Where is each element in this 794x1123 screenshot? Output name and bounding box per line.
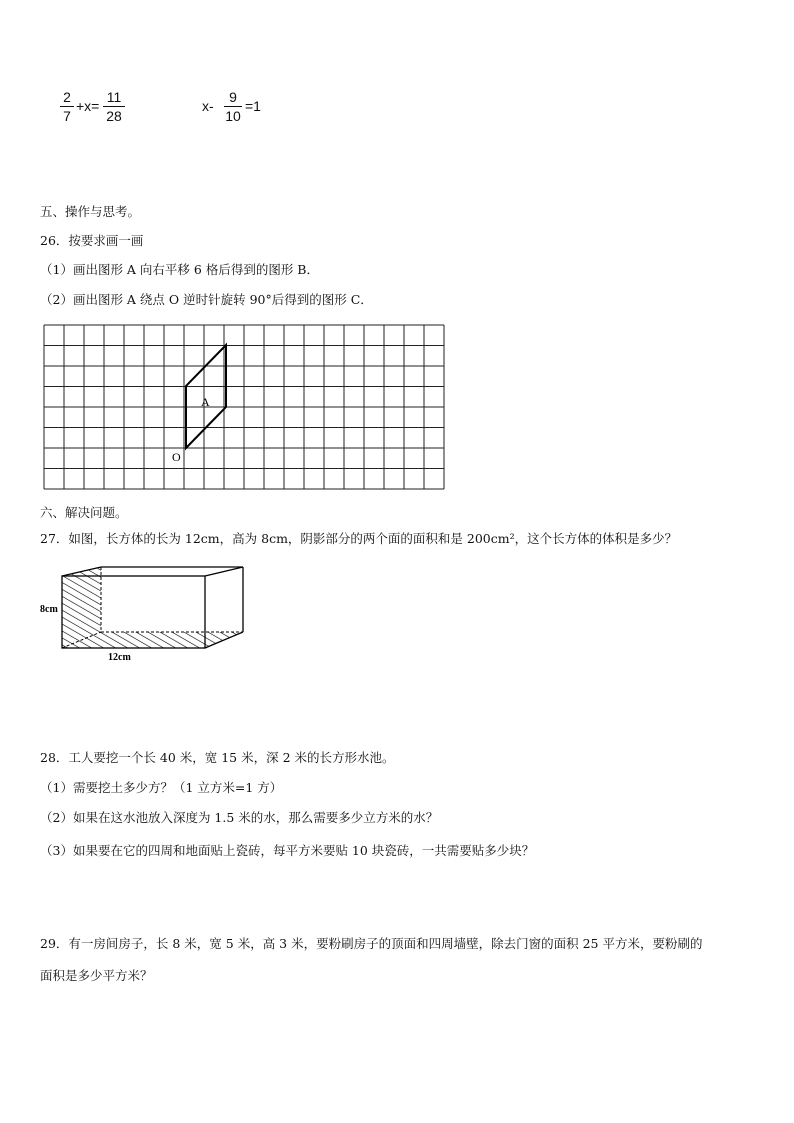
fraction-11-28: [103, 89, 125, 124]
equation-2-prefix: x-: [202, 98, 214, 114]
section-5-heading: 五、操作与思考。: [40, 204, 141, 219]
question-28-title: 28．工人要挖一个长 40 米，宽 15 米，深 2 米的长方形水池。: [40, 750, 395, 765]
numerator: 9: [229, 89, 237, 105]
label-o: O: [172, 450, 181, 464]
grid-figure: [43, 324, 447, 494]
question-29-line-1: 29．有一房间房子，长 8 米，宽 5 米，高 3 米，要粉刷房子的顶面和四周墙壁，除去门窗的面积 25 平方米，要粉刷的: [40, 936, 703, 951]
denominator: 28: [106, 108, 122, 124]
fraction-2-7: [60, 89, 74, 124]
question-26-part-1: （1）画出图形 A 向右平移 6 格后得到的图形 B．: [40, 262, 319, 277]
question-28-part-1: （1）需要挖土多少方？（1 立方米=1 方）: [40, 780, 283, 795]
question-26-title: 26．按要求画一画: [40, 233, 144, 248]
numerator: 11: [106, 89, 122, 105]
numerator: 2: [63, 89, 71, 105]
label-height: 8cm: [40, 604, 58, 615]
question-29-line-2: 面积是多少平方米？: [40, 968, 153, 983]
question-27-title: 27．如图，长方体的长为 12cm，高为 8cm，阴影部分的两个面的面积和是 200cm²，这个长方体的体积是多少？: [40, 531, 678, 546]
question-26-part-2: （2）画出图形 A 绕点 O 逆时针旋转 90°后得到的图形 C．: [40, 292, 373, 307]
denominator: 7: [63, 108, 71, 124]
equation-2-suffix: =1: [245, 98, 261, 114]
label-length: 12cm: [108, 652, 131, 662]
section-6-heading: 六、解决问题。: [40, 505, 128, 520]
equation-1-middle: +x=: [76, 98, 100, 114]
fraction-9-10: [224, 89, 242, 124]
label-a: A: [201, 395, 210, 409]
denominator: 10: [225, 108, 241, 124]
grid-lines: [44, 325, 444, 489]
question-28-part-2: （2）如果在这水池放入深度为 1.5 米的水，那么需要多少立方米的水？: [40, 810, 439, 825]
cuboid-figure: [38, 562, 258, 662]
question-28-part-3: （3）如果要在它的四周和地面贴上瓷砖，每平方米要贴 10 块瓷砖，一共需要贴多少块？: [40, 843, 535, 858]
